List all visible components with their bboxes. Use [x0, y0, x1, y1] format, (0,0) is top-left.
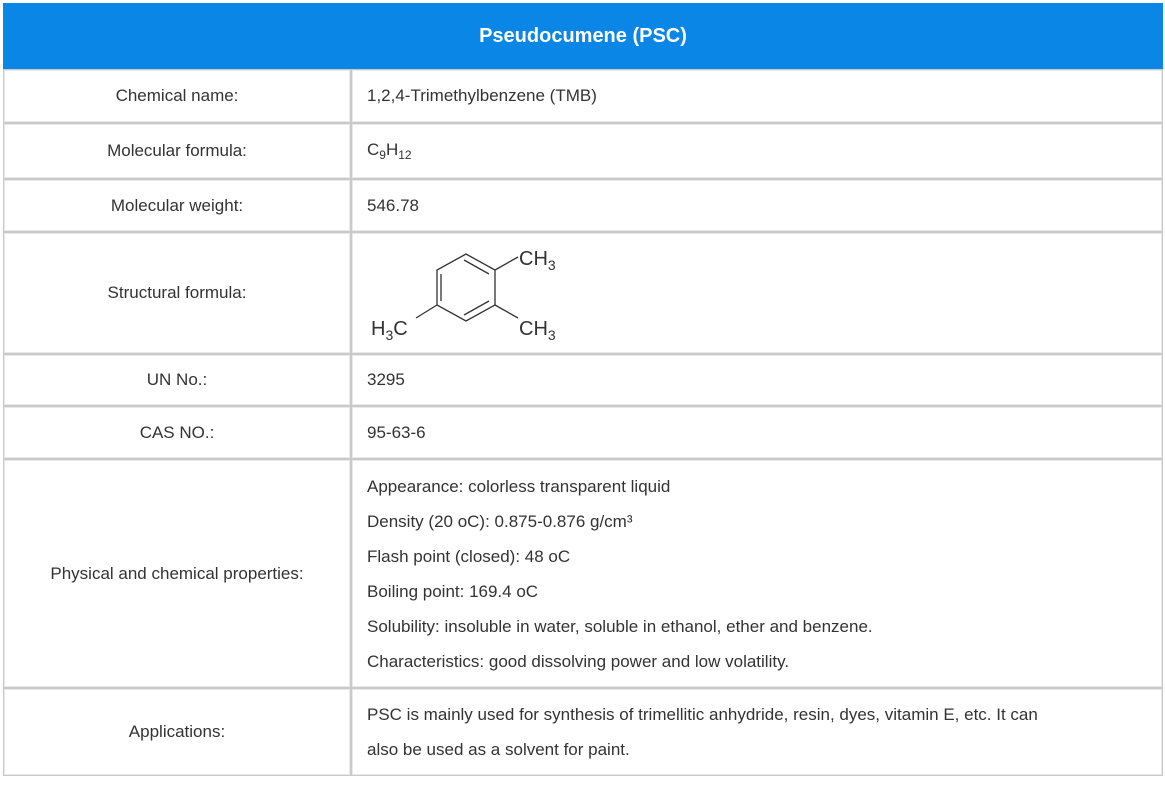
- table-title: Pseudocumene (PSC): [3, 3, 1163, 69]
- formula-h-subscript: 12: [398, 148, 412, 162]
- bond-right: [495, 305, 518, 318]
- benzene-ring: [416, 254, 518, 321]
- property-flash-point: Flash point (closed): 48 oC: [367, 546, 571, 566]
- spec-table: [3, 3, 1163, 776]
- cas-no-label: CAS NO.:: [3, 406, 351, 459]
- molecular-weight-label: Molecular weight:: [3, 179, 351, 232]
- table-row: [3, 688, 1163, 776]
- table-row: [3, 123, 1163, 179]
- properties-label: Physical and chemical properties:: [3, 459, 351, 688]
- property-characteristics: Characteristics: good dissolving power and low volatility.: [367, 651, 790, 671]
- applications-value: [351, 688, 1163, 776]
- methyl-left: $H_3C$: [371, 318, 408, 343]
- table-row: [3, 179, 1163, 232]
- chemical-name-value: 1,2,4-Trimethylbenzene (TMB): [351, 69, 1163, 123]
- cas-no-value: 95-63-6: [351, 406, 1163, 459]
- table-row: [3, 459, 1163, 688]
- properties-value: [351, 459, 1163, 688]
- formula-h: H: [385, 140, 399, 159]
- structural-formula-label: Structural formula:: [3, 232, 351, 354]
- chemical-name-label: Chemical name:: [3, 69, 351, 123]
- un-no-value: 3295: [351, 354, 1163, 406]
- methyl-top: $CH_3$: [519, 248, 556, 273]
- applications-label: Applications:: [3, 688, 351, 776]
- table-row: [3, 232, 1163, 354]
- property-boiling-point: Boiling point: 169.4 oC: [367, 581, 539, 601]
- methyl-bottom: $CH_3$: [519, 318, 556, 343]
- applications-line-1: PSC is mainly used for synthesis of trimellitic anhydride, resin, dyes, vitamin E, etc. It can: [367, 705, 1038, 724]
- structural-formula-diagram: [352, 234, 612, 352]
- formula-c-subscript: 9: [379, 148, 386, 162]
- molecular-formula-label: Molecular formula:: [3, 123, 351, 179]
- table-row: [3, 406, 1163, 459]
- molecular-weight-value: 546.78: [351, 179, 1163, 232]
- bond-top: [495, 257, 518, 270]
- molecular-formula-value: [351, 123, 1163, 179]
- table-row: [3, 69, 1163, 123]
- applications-line-2: also be used as a solvent for paint.: [367, 740, 630, 759]
- formula-c: C: [367, 140, 380, 159]
- table-row: [3, 354, 1163, 406]
- structural-formula-value: [351, 232, 1163, 354]
- bond-left: [416, 305, 437, 318]
- property-solubility: Solubility: insoluble in water, soluble in ethanol, ether and benzene.: [367, 616, 873, 636]
- property-density: Density (20 oC): 0.875-0.876 g/cm³: [367, 511, 633, 531]
- property-appearance: Appearance: colorless transparent liquid: [367, 476, 671, 496]
- un-no-label: UN No.:: [3, 354, 351, 406]
